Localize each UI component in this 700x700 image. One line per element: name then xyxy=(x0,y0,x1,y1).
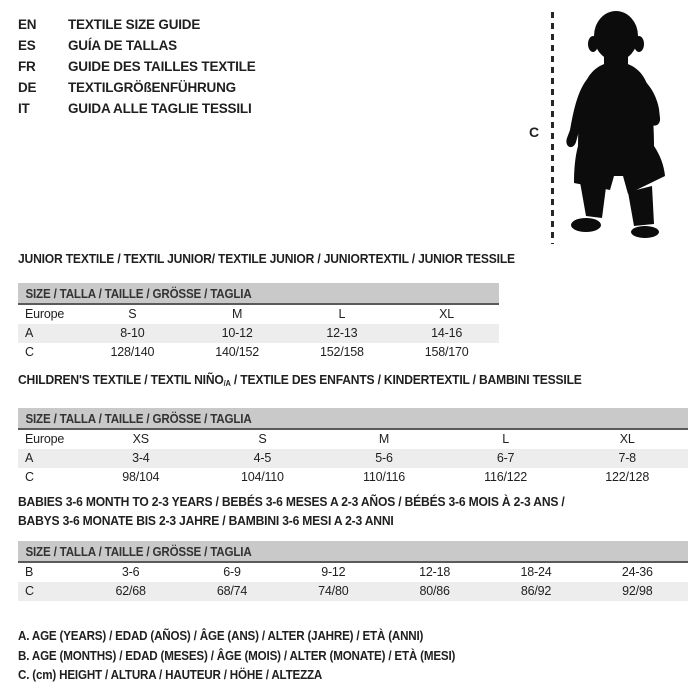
row-label-cell: C xyxy=(18,582,80,601)
size-cell: 104/110 xyxy=(240,470,284,484)
size-cell: 74/80 xyxy=(283,582,384,601)
size-cell: 12-13 xyxy=(290,324,395,343)
size-cell: 158/170 xyxy=(424,345,469,359)
language-label: TEXTILE SIZE GUIDE xyxy=(68,17,201,32)
legend-line-b: B. AGE (MONTHS) / EDAD (MESES) / ÂGE (MOIS) / ALTER (MONATE) / ETÀ (MESI) xyxy=(18,648,456,663)
table-row xyxy=(18,305,499,324)
size-header-text: SIZE / TALLA / TAILLE / GRÖSSE / TAGLIA xyxy=(25,545,252,559)
language-row-de xyxy=(18,77,256,98)
section-title xyxy=(18,373,688,391)
size-cell: M xyxy=(378,432,390,446)
table-row xyxy=(18,563,688,582)
row-label-cell: A xyxy=(18,324,80,343)
size-cell: 4-5 xyxy=(202,449,324,468)
size-cell: 86/92 xyxy=(485,582,586,601)
size-cell: 92/98 xyxy=(587,582,688,601)
size-table-children xyxy=(18,430,688,487)
table-row xyxy=(18,468,688,487)
section-babies xyxy=(18,492,688,601)
section-children xyxy=(18,373,688,487)
legend-line-a: A. AGE (YEARS) / EDAD (AÑOS) / ÂGE (ANS) / ALTER (JAHRE) / ETÀ (ANNI) xyxy=(18,629,424,643)
section-title-line1: BABIES 3-6 MONTH TO 2-3 YEARS / BEBÉS 3-6 MESES A 2-3 AÑOS / BÉBÉS 3-6 MOIS À 2-3 ANS / xyxy=(18,494,565,509)
language-code: IT xyxy=(18,101,30,116)
language-label: GUÍA DE TALLAS xyxy=(68,38,177,53)
size-cell: 116/122 xyxy=(484,470,527,484)
size-cell: 110/116 xyxy=(363,470,405,484)
language-code: EN xyxy=(18,17,37,32)
size-table-babies xyxy=(18,563,688,601)
size-cell: 152/158 xyxy=(319,345,364,359)
size-cell: XL xyxy=(619,432,635,446)
size-cell: 128/140 xyxy=(110,345,155,359)
size-cell: 5-6 xyxy=(323,449,445,468)
language-row-fr xyxy=(18,56,256,77)
language-code: FR xyxy=(18,59,36,74)
size-cell: 140/152 xyxy=(215,345,260,359)
table-row xyxy=(18,582,688,601)
size-table-junior xyxy=(18,305,499,362)
section-title-text: CHILDREN'S TEXTILE / TEXTIL $NIÑO_{/A}$ / TEXTILE DES ENFANTS / KINDERTEXTIL / BAMBINI TESSILE xyxy=(18,372,582,388)
language-code: ES xyxy=(18,38,36,53)
height-dashed-line xyxy=(551,12,554,244)
legend xyxy=(18,627,488,686)
size-cell: S xyxy=(128,307,137,321)
height-label-c: C xyxy=(529,124,540,140)
size-cell: 10-12 xyxy=(185,324,290,343)
size-header-text: SIZE / TALLA / TAILLE / GRÖSSE / TAGLIA xyxy=(25,412,252,426)
table-row xyxy=(18,430,688,449)
size-cell: 68/74 xyxy=(181,582,282,601)
size-cell: 7-8 xyxy=(566,449,688,468)
size-cell: 14-16 xyxy=(394,324,499,343)
table-row xyxy=(18,343,499,362)
row-label-cell: C xyxy=(25,470,34,484)
language-label: TEXTILGRÖßENFÜHRUNG xyxy=(68,80,236,95)
size-cell: 98/104 xyxy=(122,470,160,484)
language-row-es xyxy=(18,35,256,56)
section-title xyxy=(18,492,688,530)
section-junior xyxy=(18,252,552,362)
table-row xyxy=(18,449,688,468)
size-cell: L xyxy=(338,307,346,321)
size-header-bar xyxy=(18,283,499,305)
section-title-text: JUNIOR TEXTILE / TEXTIL JUNIOR/ TEXTILE JUNIOR / JUNIORTEXTIL / JUNIOR TESSILE xyxy=(18,251,515,266)
size-header-text: SIZE / TALLA / TAILLE / GRÖSSE / TAGLIA xyxy=(25,287,252,301)
size-header-bar xyxy=(18,408,688,430)
size-cell: 8-10 xyxy=(80,324,185,343)
size-cell: 12-18 xyxy=(419,565,451,579)
size-cell: 80/86 xyxy=(384,582,485,601)
size-cell: XS xyxy=(132,432,149,446)
row-label-cell: C xyxy=(25,345,34,359)
size-header-bar xyxy=(18,541,688,563)
language-code: DE xyxy=(18,80,37,95)
toddler-silhouette-icon xyxy=(560,6,686,242)
language-row-en xyxy=(18,14,256,35)
size-cell: XL xyxy=(439,307,455,321)
size-cell: 6-7 xyxy=(445,449,567,468)
row-label-cell: Europe xyxy=(25,432,65,446)
language-row-it xyxy=(18,98,256,119)
size-cell: M xyxy=(232,307,243,321)
row-label-cell: B xyxy=(25,565,34,579)
table-row xyxy=(18,324,499,343)
language-label: GUIDE DES TAILLES TEXTILE xyxy=(68,59,256,74)
size-cell: 24-36 xyxy=(621,565,653,579)
size-cell: 6-9 xyxy=(223,565,241,579)
language-label: GUIDA ALLE TAGLIE TESSILI xyxy=(68,101,252,116)
section-title xyxy=(18,252,552,266)
row-label-cell: Europe xyxy=(25,307,65,321)
size-cell: 3-4 xyxy=(80,449,202,468)
size-cell: 9-12 xyxy=(321,565,346,579)
size-cell: 62/68 xyxy=(80,582,181,601)
size-cell: 3-6 xyxy=(121,565,140,579)
size-cell: 18-24 xyxy=(520,565,552,579)
row-label-cell: A xyxy=(18,449,80,468)
size-cell: L xyxy=(502,432,509,446)
size-cell: S xyxy=(258,432,267,446)
legend-line-c: C. (cm) HEIGHT / ALTURA / HAUTEUR / HÖHE / ALTEZZA xyxy=(18,668,323,682)
size-cell: 122/128 xyxy=(605,470,650,484)
language-list xyxy=(18,14,256,119)
section-title-line2: BABYS 3-6 MONATE BIS 2-3 JAHRE / BAMBINI 3-6 MESI A 2-3 ANNI xyxy=(18,513,394,528)
